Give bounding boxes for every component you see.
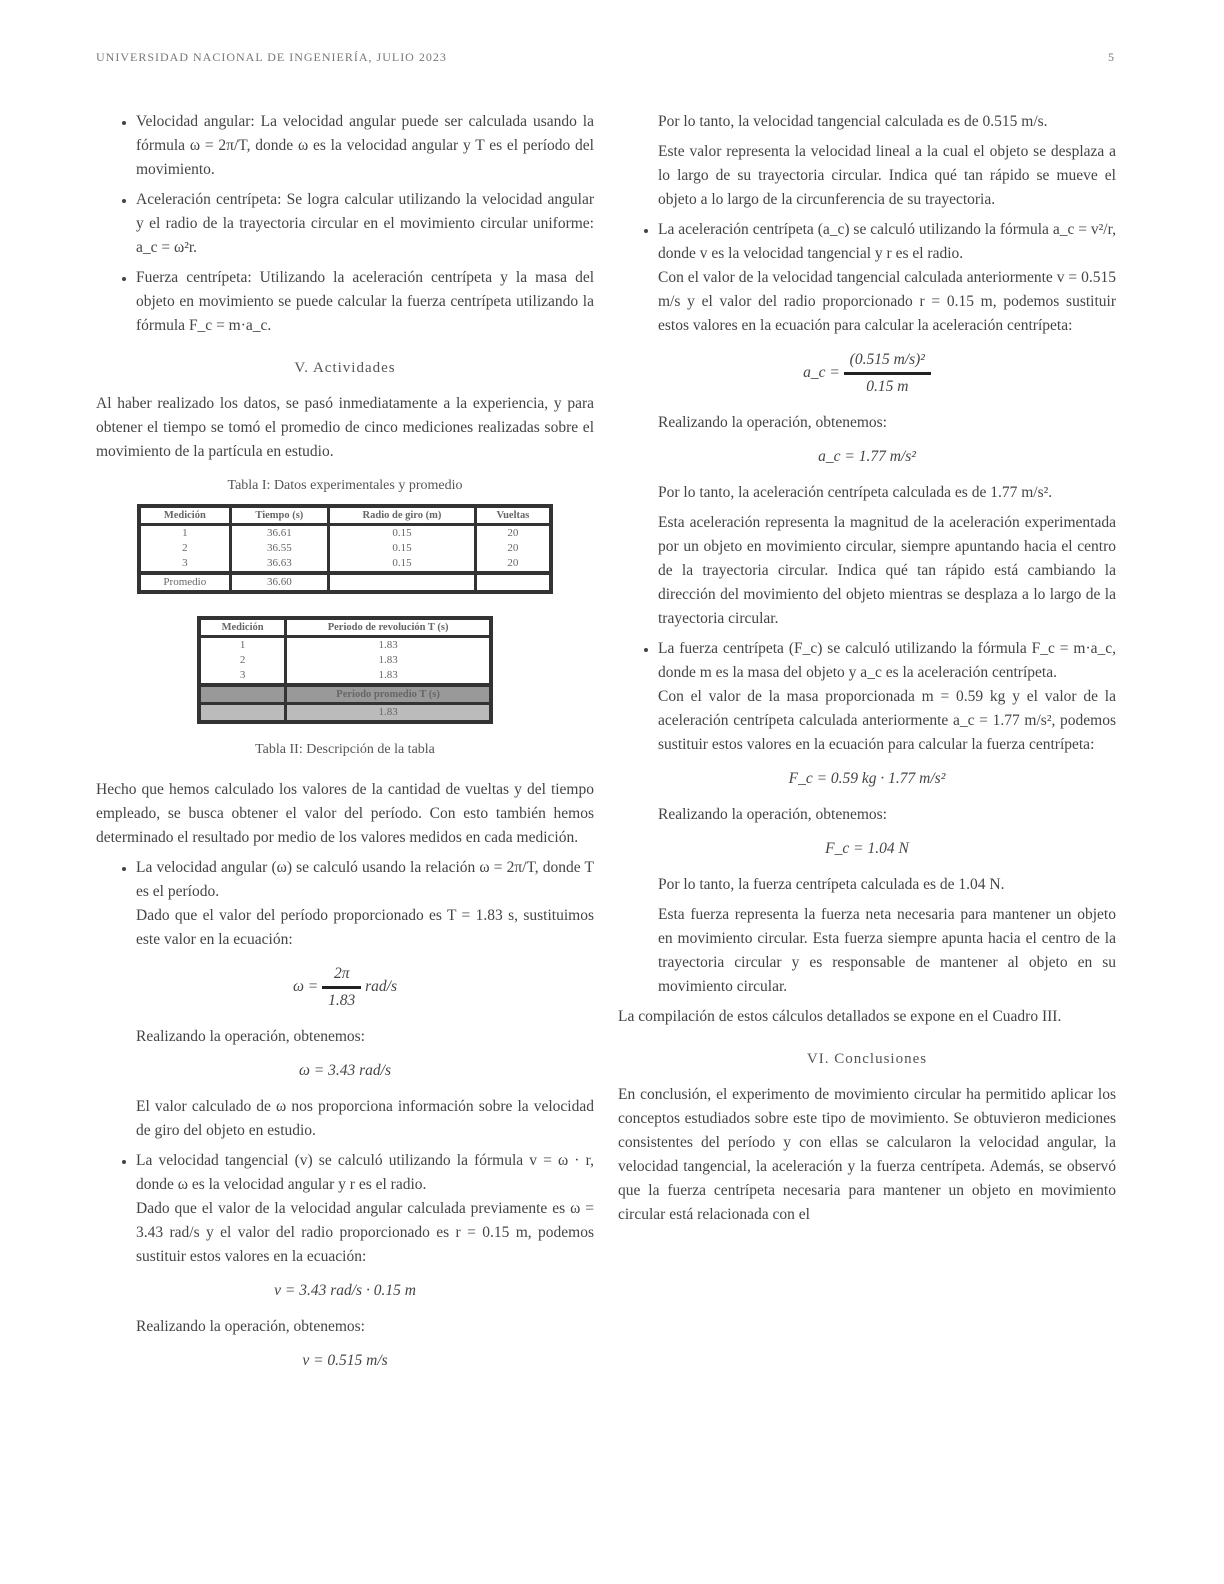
list-item bbox=[658, 218, 1116, 338]
table-row-total bbox=[139, 573, 551, 592]
list-item-text: Con el valor de la velocidad tangencial calculada anteriormente v = 0.515 m/s y el valor del radio proporcionado r = 0.15 m, podemos sustituir estos valores en la ecuación para calcular la aceleración centrípeta: bbox=[658, 269, 1116, 334]
section-heading: V. Actividades bbox=[294, 360, 396, 376]
paragraph: Hecho que hemos calculado los valores de la cantidad de vueltas y del tiempo empleado, se busca obtener el valor del período. Con esto también hemos determinado el resultado por medio de los valores medidos en cada medición. bbox=[96, 781, 594, 846]
table-cell: 1 bbox=[199, 637, 286, 654]
equation: F_c = 1.04 N bbox=[825, 840, 909, 857]
list-item: • Aceleración centrípeta: Se logra calcular utilizando la velocidad angular y el radio de la trayectoria circular en el movimiento circular uniforme: a_c = ω²r. bbox=[136, 188, 594, 260]
table-cell: 3 bbox=[139, 556, 230, 573]
table-cell: 36.55 bbox=[230, 541, 328, 556]
table-cell: 2 bbox=[199, 653, 286, 668]
table-cell: 1.83 bbox=[286, 668, 491, 685]
table-cell: 1.83 bbox=[286, 637, 491, 654]
table-cell: 1.83 bbox=[286, 704, 491, 723]
paragraph: En conclusión, el experimento de movimiento circular ha permitido aplicar los conceptos estudiados sobre este tipo de movimiento. Se obtuvieron mediciones consistentes del período y con ellas se calcularon la velocidad angular, la velocidad tangencial, la aceleración y la fuerza centrípeta. Además, se observó que la fuerza centrípeta necesaria para mantener un objeto en movimiento circular está relacionada con el bbox=[618, 1086, 1116, 1223]
equation: ω = 3.43 rad/s bbox=[298, 1062, 392, 1079]
table-row bbox=[199, 668, 491, 685]
table-row bbox=[139, 556, 551, 573]
paragraph: Realizando la operación, obtenemos: bbox=[658, 414, 887, 431]
equation-unit: rad/s bbox=[365, 978, 398, 996]
table-header: Medición bbox=[199, 618, 286, 637]
paragraph: Este valor representa la velocidad lineal a la cual el objeto se desplaza a lo largo de su trayectoria circular. Indica qué tan rápido se mueve el objeto a lo largo de la circunferencia de su trayectoria. bbox=[658, 143, 1116, 208]
fraction bbox=[844, 348, 931, 399]
table-header: Periodo de revolución T (s) bbox=[286, 618, 491, 637]
running-header: UNIVERSIDAD NACIONAL DE INGENIERÍA, JULIO 2023 bbox=[96, 50, 447, 64]
paragraph: Realizando la operación, obtenemos: bbox=[136, 1318, 365, 1335]
list-item-text: La velocidad tangencial (v) se calculó utilizando la fórmula v = ω · r, donde ω es la velocidad angular y r es el radio. bbox=[136, 1152, 594, 1193]
paragraph: Esta fuerza representa la fuerza neta necesaria para mantener un objeto en movimiento circular. Esta fuerza siempre apunta hacia el centro de la trayectoria circular y es responsable de mantener al objeto en su movimiento circular. bbox=[658, 906, 1116, 995]
table-cell bbox=[199, 704, 286, 723]
section-heading: VI. Conclusiones bbox=[806, 1051, 928, 1067]
bullet-list bbox=[618, 637, 1116, 757]
table-row bbox=[199, 704, 491, 723]
page-number: 5 bbox=[1108, 50, 1114, 64]
table-cell: 0.15 bbox=[329, 556, 476, 573]
list-item: • Velocidad angular: La velocidad angular puede ser calculada usando la fórmula ω = 2π/T, donde ω es la velocidad angular y T es el período del movimiento. bbox=[136, 110, 594, 182]
paragraph: Por lo tanto, la fuerza centrípeta calculada es de 1.04 N. bbox=[658, 876, 1005, 893]
bullet-list bbox=[618, 218, 1116, 338]
table-row bbox=[199, 637, 491, 654]
list-item bbox=[658, 637, 1116, 757]
data-table-1 bbox=[137, 504, 553, 594]
left-column bbox=[96, 110, 594, 1385]
table-cell: 0.15 bbox=[329, 525, 476, 542]
table-cell: 2 bbox=[139, 541, 230, 556]
bullet-list bbox=[96, 856, 594, 952]
list-item-text: La fuerza centrípeta (F_c) se calculó utilizando la fórmula F_c = m·a_c, donde m es la masa del objeto y a_c es la aceleración centrípeta. bbox=[658, 640, 1116, 681]
list-item-text: Dado que el valor de la velocidad angular calculada previamente es ω = 3.43 rad/s y el valor del radio proporcionado es r = 0.15 m, podemos sustituir estos valores en la ecuación: bbox=[136, 1200, 594, 1265]
table-header: Periodo promedio T (s) bbox=[286, 685, 491, 704]
list-item bbox=[136, 856, 594, 952]
paragraph: Por lo tanto, la velocidad tangencial calculada es de 0.515 m/s. bbox=[658, 113, 1048, 130]
paragraph: Realizando la operación, obtenemos: bbox=[658, 806, 887, 823]
paragraph: Por lo tanto, la aceleración centrípeta calculada es de 1.77 m/s². bbox=[658, 484, 1053, 501]
bullet-list bbox=[96, 1149, 594, 1269]
table-cell: 1 bbox=[139, 525, 230, 542]
fraction-numerator: 2π bbox=[322, 962, 361, 989]
table-cell bbox=[475, 573, 551, 592]
equation: a_c = 1.77 m/s² bbox=[818, 448, 916, 465]
table-cell: Promedio bbox=[139, 573, 230, 592]
paragraph: La compilación de estos cálculos detallados se expone en el Cuadro III. bbox=[618, 1008, 1062, 1025]
table-header bbox=[199, 685, 286, 704]
paragraph: El valor calculado de ω nos proporciona información sobre la velocidad de giro del objeto en estudio. bbox=[136, 1098, 594, 1139]
equation bbox=[96, 962, 594, 1013]
table-subheader-row bbox=[199, 685, 491, 704]
table-header: Tiempo (s) bbox=[230, 506, 328, 525]
list-item: • Fuerza centrípeta: Utilizando la aceleración centrípeta y la masa del objeto en movimiento se puede calcular la fuerza centrípeta utilizando la fórmula F_c = m·a_c. bbox=[136, 266, 594, 338]
table-row bbox=[139, 525, 551, 542]
list-item bbox=[136, 1149, 594, 1269]
table-cell bbox=[329, 573, 476, 592]
table-header: Radio de giro (m) bbox=[329, 506, 476, 525]
table-caption: Tabla II: Descripción de la tabla bbox=[255, 742, 435, 757]
fraction-denominator: 0.15 m bbox=[866, 378, 909, 395]
table-cell: 20 bbox=[475, 541, 551, 556]
table-cell: 0.15 bbox=[329, 541, 476, 556]
equation: F_c = 0.59 kg · 1.77 m/s² bbox=[788, 770, 946, 787]
equation: v = 3.43 rad/s · 0.15 m bbox=[274, 1282, 416, 1299]
table-cell: 20 bbox=[475, 525, 551, 542]
equation-lhs: ω = bbox=[292, 978, 319, 996]
table-caption: Tabla I: Datos experimentales y promedio bbox=[227, 478, 463, 493]
list-item-text: Dado que el valor del período proporcionado es T = 1.83 s, sustituimos este valor en la ecuación: bbox=[136, 907, 594, 948]
table-row bbox=[199, 653, 491, 668]
paragraph: Esta aceleración representa la magnitud de la aceleración experimentada por un objeto en movimiento circular, siempre apuntando hacia el centro de la trayectoria circular. Indica qué tan rápido está cambiando la dirección del movimiento del objeto mientras se desplaza a lo largo de la trayectoria circular. bbox=[658, 514, 1116, 627]
fraction-denominator: 1.83 bbox=[328, 992, 356, 1009]
fraction-numerator: (0.515 m/s)² bbox=[844, 348, 931, 375]
table-header: Vueltas bbox=[475, 506, 551, 525]
table-cell: 20 bbox=[475, 556, 551, 573]
table-row bbox=[139, 541, 551, 556]
bullet-list-top bbox=[96, 110, 594, 338]
equation: v = 0.515 m/s bbox=[302, 1352, 388, 1369]
equation-lhs: a_c = bbox=[803, 364, 840, 382]
list-item-text: La aceleración centrípeta (a_c) se calculó utilizando la fórmula a_c = v²/r, donde v es la velocidad tangencial y r es el radio. bbox=[658, 221, 1116, 262]
table-cell: 3 bbox=[199, 668, 286, 685]
data-table-2 bbox=[197, 616, 493, 724]
right-column bbox=[618, 110, 1116, 1233]
paragraph: Realizando la operación, obtenemos: bbox=[136, 1028, 365, 1045]
list-item-text: La velocidad angular (ω) se calculó usando la relación ω = 2π/T, donde T es el período. bbox=[136, 859, 594, 900]
list-item-text: Con el valor de la masa proporcionada m = 0.59 kg y el valor de la aceleración centrípeta calculada anteriormente a_c = 1.77 m/s², podemos sustituir estos valores en la ecuación para calcular la fuerza centrípeta: bbox=[658, 688, 1116, 753]
table-cell: 36.63 bbox=[230, 556, 328, 573]
table-cell: 36.61 bbox=[230, 525, 328, 542]
paragraph: Al haber realizado los datos, se pasó inmediatamente a la experiencia, y para obtener el tiempo se tomó el promedio de cinco mediciones realizadas sobre el movimiento de la partícula en estudio. bbox=[96, 395, 594, 460]
table-header: Medición bbox=[139, 506, 230, 525]
equation bbox=[618, 348, 1116, 399]
fraction bbox=[322, 962, 361, 1013]
table-cell: 1.83 bbox=[286, 653, 491, 668]
table-cell: 36.60 bbox=[230, 573, 328, 592]
